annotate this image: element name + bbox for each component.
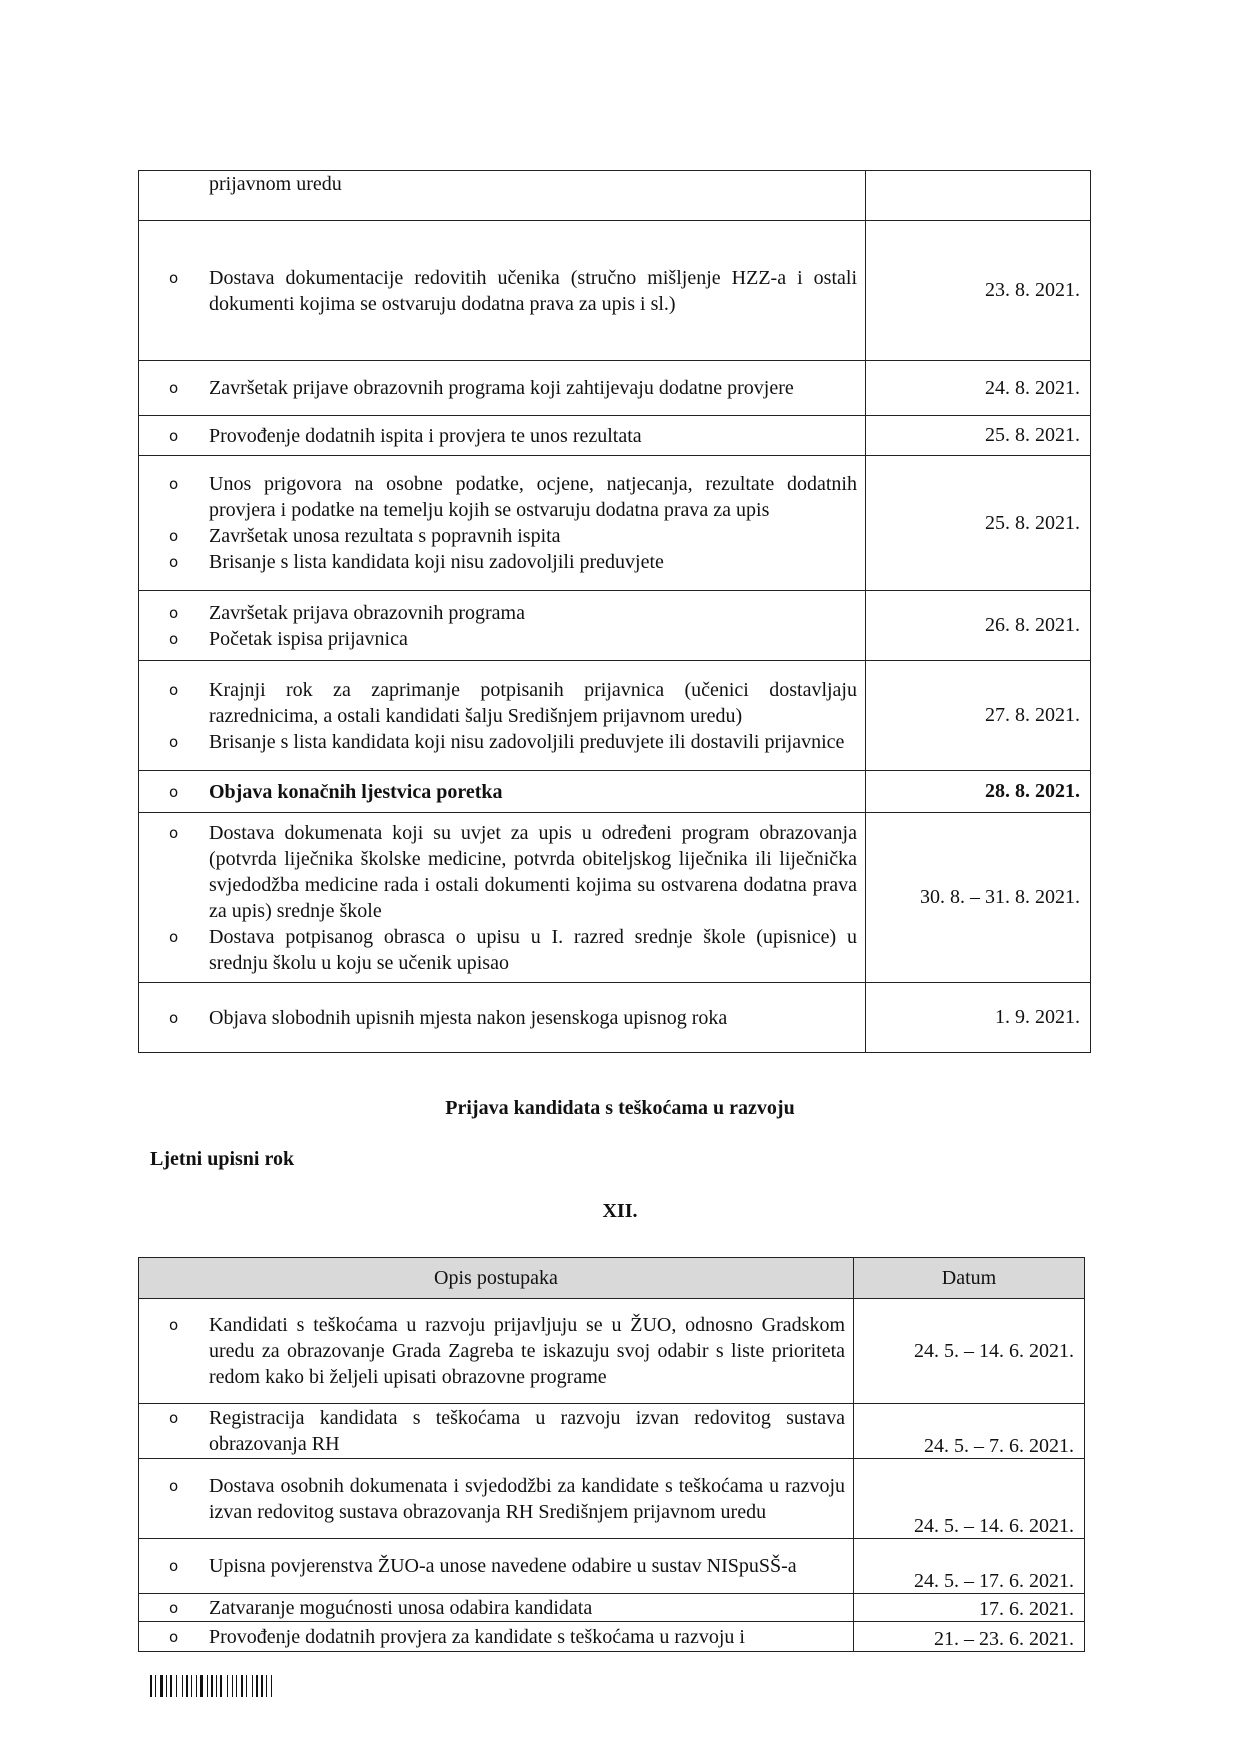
bullet-icon: o [169,1008,179,1027]
date-cell: 25. 8. 2021. [866,456,1091,591]
description-cell [139,171,866,221]
bullet-icon: o [169,268,179,287]
table-row [139,661,1091,771]
description-cell [139,456,866,591]
table-row [139,416,1091,456]
subsection-title: Ljetni upisni rok [150,1148,295,1170]
list-item [139,471,865,523]
item-text: Objava slobodnih upisnih mjesta nakon jesenskoga upisnog roka [209,1006,728,1029]
date-cell: 17. 6. 2021. [854,1594,1085,1622]
item-text: Brisanje s lista kandidata koji nisu zadovoljili preduvjete [209,551,664,573]
description-cell [139,591,866,661]
barcode-bar [191,1675,192,1697]
item-text: Dostava osobnih dokumenata i svjedodžbi za kandidate s teškoćama u razvoju izvan redovitog sustava obrazovanja RH Središnjem prijavnom uredu [209,1474,845,1523]
barcode-bar [271,1675,272,1697]
item-text: Registracija kandidata s teškoćama u razvoju izvan redovitog sustava obrazovanja RH [209,1407,845,1455]
description-cell [139,416,866,456]
barcode-bar [227,1675,228,1697]
list-item [139,729,865,755]
description-cell [139,661,866,771]
bullet-icon: o [169,1409,179,1427]
item-text: Provođenje dodatnih ispita i provjera te unos rezultata [209,424,642,447]
barcode-bar [232,1675,233,1697]
date-cell: 24. 8. 2021. [866,361,1091,416]
header-description: Opis postupaka [139,1258,854,1299]
schedule-table-summer [138,1257,1085,1652]
table-row [139,771,1091,813]
description-cell [139,1459,854,1539]
description-cell [139,1594,854,1622]
list-item [139,1312,853,1390]
list-item [139,1595,853,1621]
table-row [139,361,1091,416]
item-text: Dostava dokumenata koji su uvjet za upis u određeni program obrazovanja (potvrda liječnika školske medicine, potvrda obiteljskog liječnika ili liječnička svjedodžba medicine rada i ostali dokumenti kojima su ostvarena dodatna prava za upis) srednje škole [209,821,857,922]
list-item [139,523,865,549]
list-item [139,1005,865,1031]
description-cell [139,361,866,416]
schedule-table-autumn [138,170,1091,1053]
date-cell: 24. 5. – 14. 6. 2021. [854,1299,1085,1404]
description-cell [139,1539,854,1594]
description-cell [139,983,866,1053]
description-cell [139,221,866,361]
date-cell: 1. 9. 2021. [866,983,1091,1053]
date-cell: 24. 5. – 14. 6. 2021. [854,1459,1085,1539]
item-text: prijavnom uredu [209,173,342,195]
bullet-icon: o [169,823,179,842]
section-title: Prijava kandidata s teškoćama u razvoju [445,1097,795,1119]
barcode-bar [261,1675,263,1697]
list-item [139,265,865,317]
barcode-bar [170,1675,172,1697]
bullet-icon: o [169,629,179,648]
barcode-bar [182,1675,183,1697]
item-text: Kandidati s teškoćama u razvoju prijavljuju se u ŽUO, odnosno Gradskom uredu za obrazovanje Grada Zagreba te iskazuju svoj odabir s liste prioriteta redom kako bi željeli upisati obrazovne programe [209,1314,845,1388]
barcode-bar [236,1675,237,1697]
item-text: Završetak prijava obrazovnih programa [209,601,525,624]
item-text: Brisanje s lista kandidata koji nisu zadovoljili preduvjete ili dostavili prijavnice [209,730,845,753]
list-item [139,171,865,197]
barcode-bar [211,1675,213,1697]
list-item [139,375,865,401]
barcode-bar [196,1675,197,1697]
list-item [139,1624,853,1650]
item-text: Objava konačnih ljestvica poretka [209,780,503,803]
item-text: Upisna povjerenstva ŽUO-a unose navedene odabire u sustav NISpuSŠ-a [209,1555,797,1577]
list-item [139,1473,853,1525]
bullet-icon: o [169,553,179,571]
barcode-bar [176,1675,177,1697]
barcode-bar [186,1675,188,1697]
barcode-bar [160,1675,163,1697]
table-row [139,1404,1085,1459]
item-text: Provođenje dodatnih provjera za kandidate s teškoćama u razvoju i [209,1625,745,1648]
barcode-bar [252,1675,253,1697]
barcode-bar [216,1675,217,1697]
barcode-bar [246,1675,247,1697]
date-cell: 23. 8. 2021. [866,221,1091,361]
barcode-bar [150,1675,152,1697]
barcode-bar [241,1675,243,1697]
item-text: Završetak unosa rezultata s popravnih ispita [209,525,561,547]
date-cell: 27. 8. 2021. [866,661,1091,771]
bullet-icon: o [169,1476,179,1495]
list-item [139,1405,853,1457]
item-text: Unos prigovora na osobne podatke, ocjene, natjecanja, rezultate dodatnih provjera i podatke na temelju kojih se ostvaruju dodatna prava za upis [209,473,857,521]
list-item [139,600,865,626]
list-item [139,677,865,729]
date-cell: 30. 8. – 31. 8. 2021. [866,813,1091,983]
list-item [139,626,865,652]
table-row [139,1539,1085,1594]
barcode-bar [256,1675,258,1697]
description-cell [139,813,866,983]
bullet-icon: o [169,732,179,751]
bullet-icon: o [169,1316,179,1334]
table-row [139,591,1091,661]
table-row [139,813,1091,983]
barcode-bar [166,1675,167,1697]
bullet-icon: o [169,527,179,545]
article-number: XII. [602,1200,638,1222]
table-row [139,1299,1085,1404]
barcode-bar [200,1675,203,1697]
item-text: Početak ispisa prijavnica [209,627,408,650]
bullet-icon: o [169,1598,179,1617]
barcode-bar [155,1675,156,1697]
table-row [139,221,1091,361]
table-header-row [139,1258,1085,1299]
date-cell: 24. 5. – 7. 6. 2021. [854,1404,1085,1459]
table-row [139,1622,1085,1652]
date-cell: 21. – 23. 6. 2021. [854,1622,1085,1652]
bullet-icon: o [169,426,179,445]
table-row [139,171,1091,221]
date-cell: 26. 8. 2021. [866,591,1091,661]
item-text: Zatvaranje mogućnosti unosa odabira kandidata [209,1596,593,1619]
item-text: Dostava potpisanog obrasca o upisu u I. razred srednje škole (upisnice) u srednju školu u koju se učenik upisao [209,925,857,974]
barcode-bar [207,1675,208,1697]
list-item [139,1553,853,1579]
list-item [139,924,865,976]
barcode-bar [266,1675,267,1697]
list-item [139,779,865,805]
table-row [139,456,1091,591]
description-cell [139,1622,854,1652]
barcode-bar [220,1675,222,1697]
item-text: Završetak prijave obrazovnih programa koji zahtijevaju dodatne provjere [209,377,794,399]
description-cell [139,1404,854,1459]
table-row [139,1594,1085,1622]
bullet-icon: o [169,680,179,699]
bullet-icon: o [169,1627,179,1646]
bullet-icon: o [169,379,179,397]
list-item [139,423,865,449]
bullet-icon: o [169,927,179,946]
barcode-icon [150,1675,345,1697]
bullet-icon: o [169,782,179,801]
table-row [139,1459,1085,1539]
date-cell: 24. 5. – 17. 6. 2021. [854,1539,1085,1594]
item-text: Krajnji rok za zaprimanje potpisanih prijavnica (učenici dostavljaju razrednicima, a ostali kandidati šalju Središnjem prijavnom uredu) [209,678,857,727]
date-cell [866,171,1091,221]
header-date: Datum [854,1258,1085,1299]
table-row [139,983,1091,1053]
list-item [139,549,865,575]
item-text: Dostava dokumentacije redovitih učenika (stručno mišljenje HZZ-a i ostali dokumenti kojima se ostvaruju dodatna prava za upis i sl.) [209,266,857,315]
bullet-icon: o [169,475,179,493]
bullet-icon: o [169,1557,179,1575]
bullet-icon: o [169,603,179,622]
date-cell: 25. 8. 2021. [866,416,1091,456]
description-cell [139,1299,854,1404]
description-cell [139,771,866,813]
list-item [139,820,865,924]
date-cell: 28. 8. 2021. [866,771,1091,813]
